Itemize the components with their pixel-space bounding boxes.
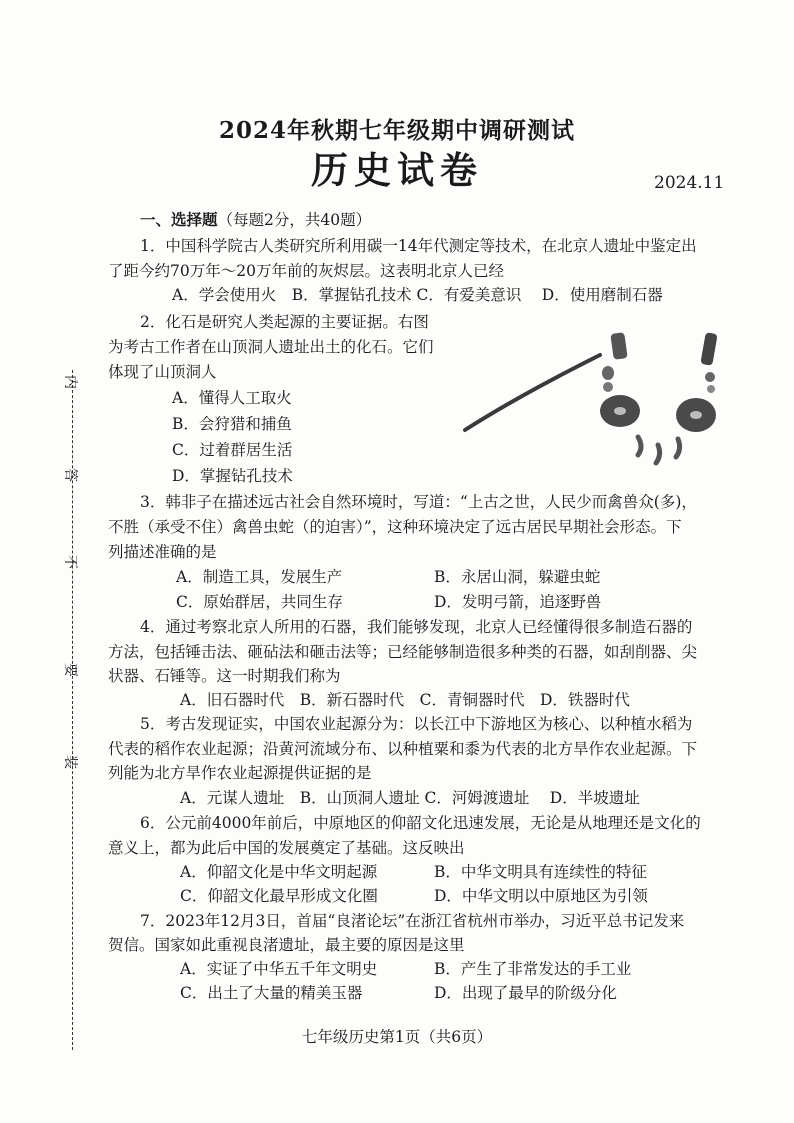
bone-needle: [465, 355, 600, 430]
question-7-option-a: A．实证了中华五千年文明史: [180, 960, 378, 978]
tooth-pendant: [676, 439, 680, 457]
bead: [707, 385, 715, 393]
question-5-line: 代表的稻作农业起源；沿黄河流域分布、以种植粟和黍为代表的北方旱作农业起源。下: [108, 740, 698, 758]
question-5-line: 5．考古发现证实，中国农业起源分为：以长江中下游地区为核心、以种植水稻为: [140, 715, 693, 733]
section-heading: [140, 210, 371, 230]
question-3-option-a: A．制造工具，发展生产: [176, 568, 343, 586]
tooth-pendant: [638, 437, 641, 455]
question-6-line: 意义上，都为此后中国的发展奠定了基础。这反映出: [108, 839, 465, 857]
question-2-line: 为考古工作者在山顶洞人遗址出土的化石。它们: [108, 338, 434, 356]
page-footer: 七年级历史第1页（共6页）: [301, 1028, 493, 1046]
question-4-line: 状器、石锤等。这一时期我们称为: [108, 667, 341, 685]
question-5-options: A．元谋人遗址 B．山顶洞人遗址 C．河姆渡遗址 D．半坡遗址: [180, 789, 640, 807]
bead: [603, 382, 613, 392]
section-note: （每题2分，共40题）: [217, 211, 372, 229]
question-3-option-c: C．原始群居，共同生存: [176, 593, 343, 611]
question-6-option-b: B．中华文明具有连续性的特征: [434, 863, 647, 881]
question-3-line: 列描述准确的是: [108, 543, 217, 561]
question-7-option-d: D．出现了最早的阶级分化: [434, 984, 617, 1002]
question-7-option-b: B．产生了非常发达的手工业: [434, 960, 632, 978]
margin-char: 答: [62, 468, 78, 482]
question-6-option-d: D．中华文明以中原地区为引领: [434, 887, 648, 905]
question-3-option-d: D．发明弓箭，追逐野兽: [434, 593, 602, 611]
question-7-line: 贺信。国家如此重视良渚遗址，最主要的原因是这里: [108, 936, 465, 954]
question-6-option-a: A．仰韶文化是中华文明起源: [180, 863, 378, 881]
question-6-line: 6．公元前4000年前后，中原地区的仰韶文化迅速发展，无论是从地理还是文化的: [140, 814, 701, 832]
question-2-option-d: D．掌握钻孔技术: [172, 467, 293, 485]
bead: [700, 332, 717, 366]
question-6-option-c: C．仰韶文化最早形成文化圈: [180, 887, 378, 905]
question-4-line: 方法，包括锤击法、砸砧法和砸击法等；已经能够制造很多种类的石器，如刮削器、尖: [108, 643, 698, 661]
bead: [610, 332, 627, 360]
tooth-pendant: [656, 445, 660, 463]
margin-char: 不: [62, 555, 78, 569]
exam-title: 2024年秋期七年级期中调研测试: [218, 117, 575, 144]
question-4-options: A．旧石器时代 B．新石器时代 C．青铜器时代 D．铁器时代: [180, 691, 630, 709]
question-2-option-a: A．懂得人工取火: [172, 389, 292, 407]
question-3-option-b: B．永居山洞，躲避虫蛇: [434, 568, 601, 586]
question-2-option-c: C．过着群居生活: [172, 441, 293, 459]
section-title: 一、选择题: [140, 210, 218, 229]
question-7-line: 7．2023年12月3日，首届“良渚论坛”在浙江省杭州市举办，习近平总书记发来: [140, 912, 685, 930]
bead: [705, 372, 715, 382]
question-1-line: 1．中国科学院古人类研究所利用碳一14年代测定等技术，在北京人遗址中鉴定出: [140, 237, 697, 255]
question-4-line: 4．通过考察北京人所用的石器，我们能够发现，北京人已经懂得很多制造石器的: [140, 618, 693, 636]
question-2-option-b: B．会狩猎和捕鱼: [172, 415, 292, 433]
question-3-line: 3．韩非子在描述远古社会自然环境时，写道：“上古之世，人民少而禽兽众(多)，: [140, 493, 697, 511]
question-1-options: A．学会使用火 B．掌握钻孔技术 C．有爱美意识 D．使用磨制石器: [172, 286, 663, 304]
exam-date: 2024.11: [654, 173, 725, 193]
question-7-option-c: C．出土了大量的精美玉器: [180, 984, 363, 1002]
question-5-line: 列能为北方旱作农业起源提供证据的是: [108, 764, 372, 782]
margin-char: 要: [62, 663, 78, 677]
exam-subject: 历史试卷: [311, 148, 483, 192]
question-3-line: 不胜（承受不住）禽兽虫蛇（的迫害）”，这种环境决定了远古居民早期社会形态。下: [108, 518, 682, 536]
fossil-figure: [460, 325, 730, 485]
question-1-line: 了距今约70万年～20万年前的灰烬层。这表明北京人已经: [108, 262, 504, 280]
question-2-line: 2．化石是研究人类起源的主要证据。右图: [140, 313, 429, 331]
margin-char: 内: [62, 375, 78, 389]
question-2-line: 体现了山顶洞人: [108, 363, 217, 381]
bead: [602, 366, 614, 380]
margin-char: 装: [62, 755, 78, 769]
